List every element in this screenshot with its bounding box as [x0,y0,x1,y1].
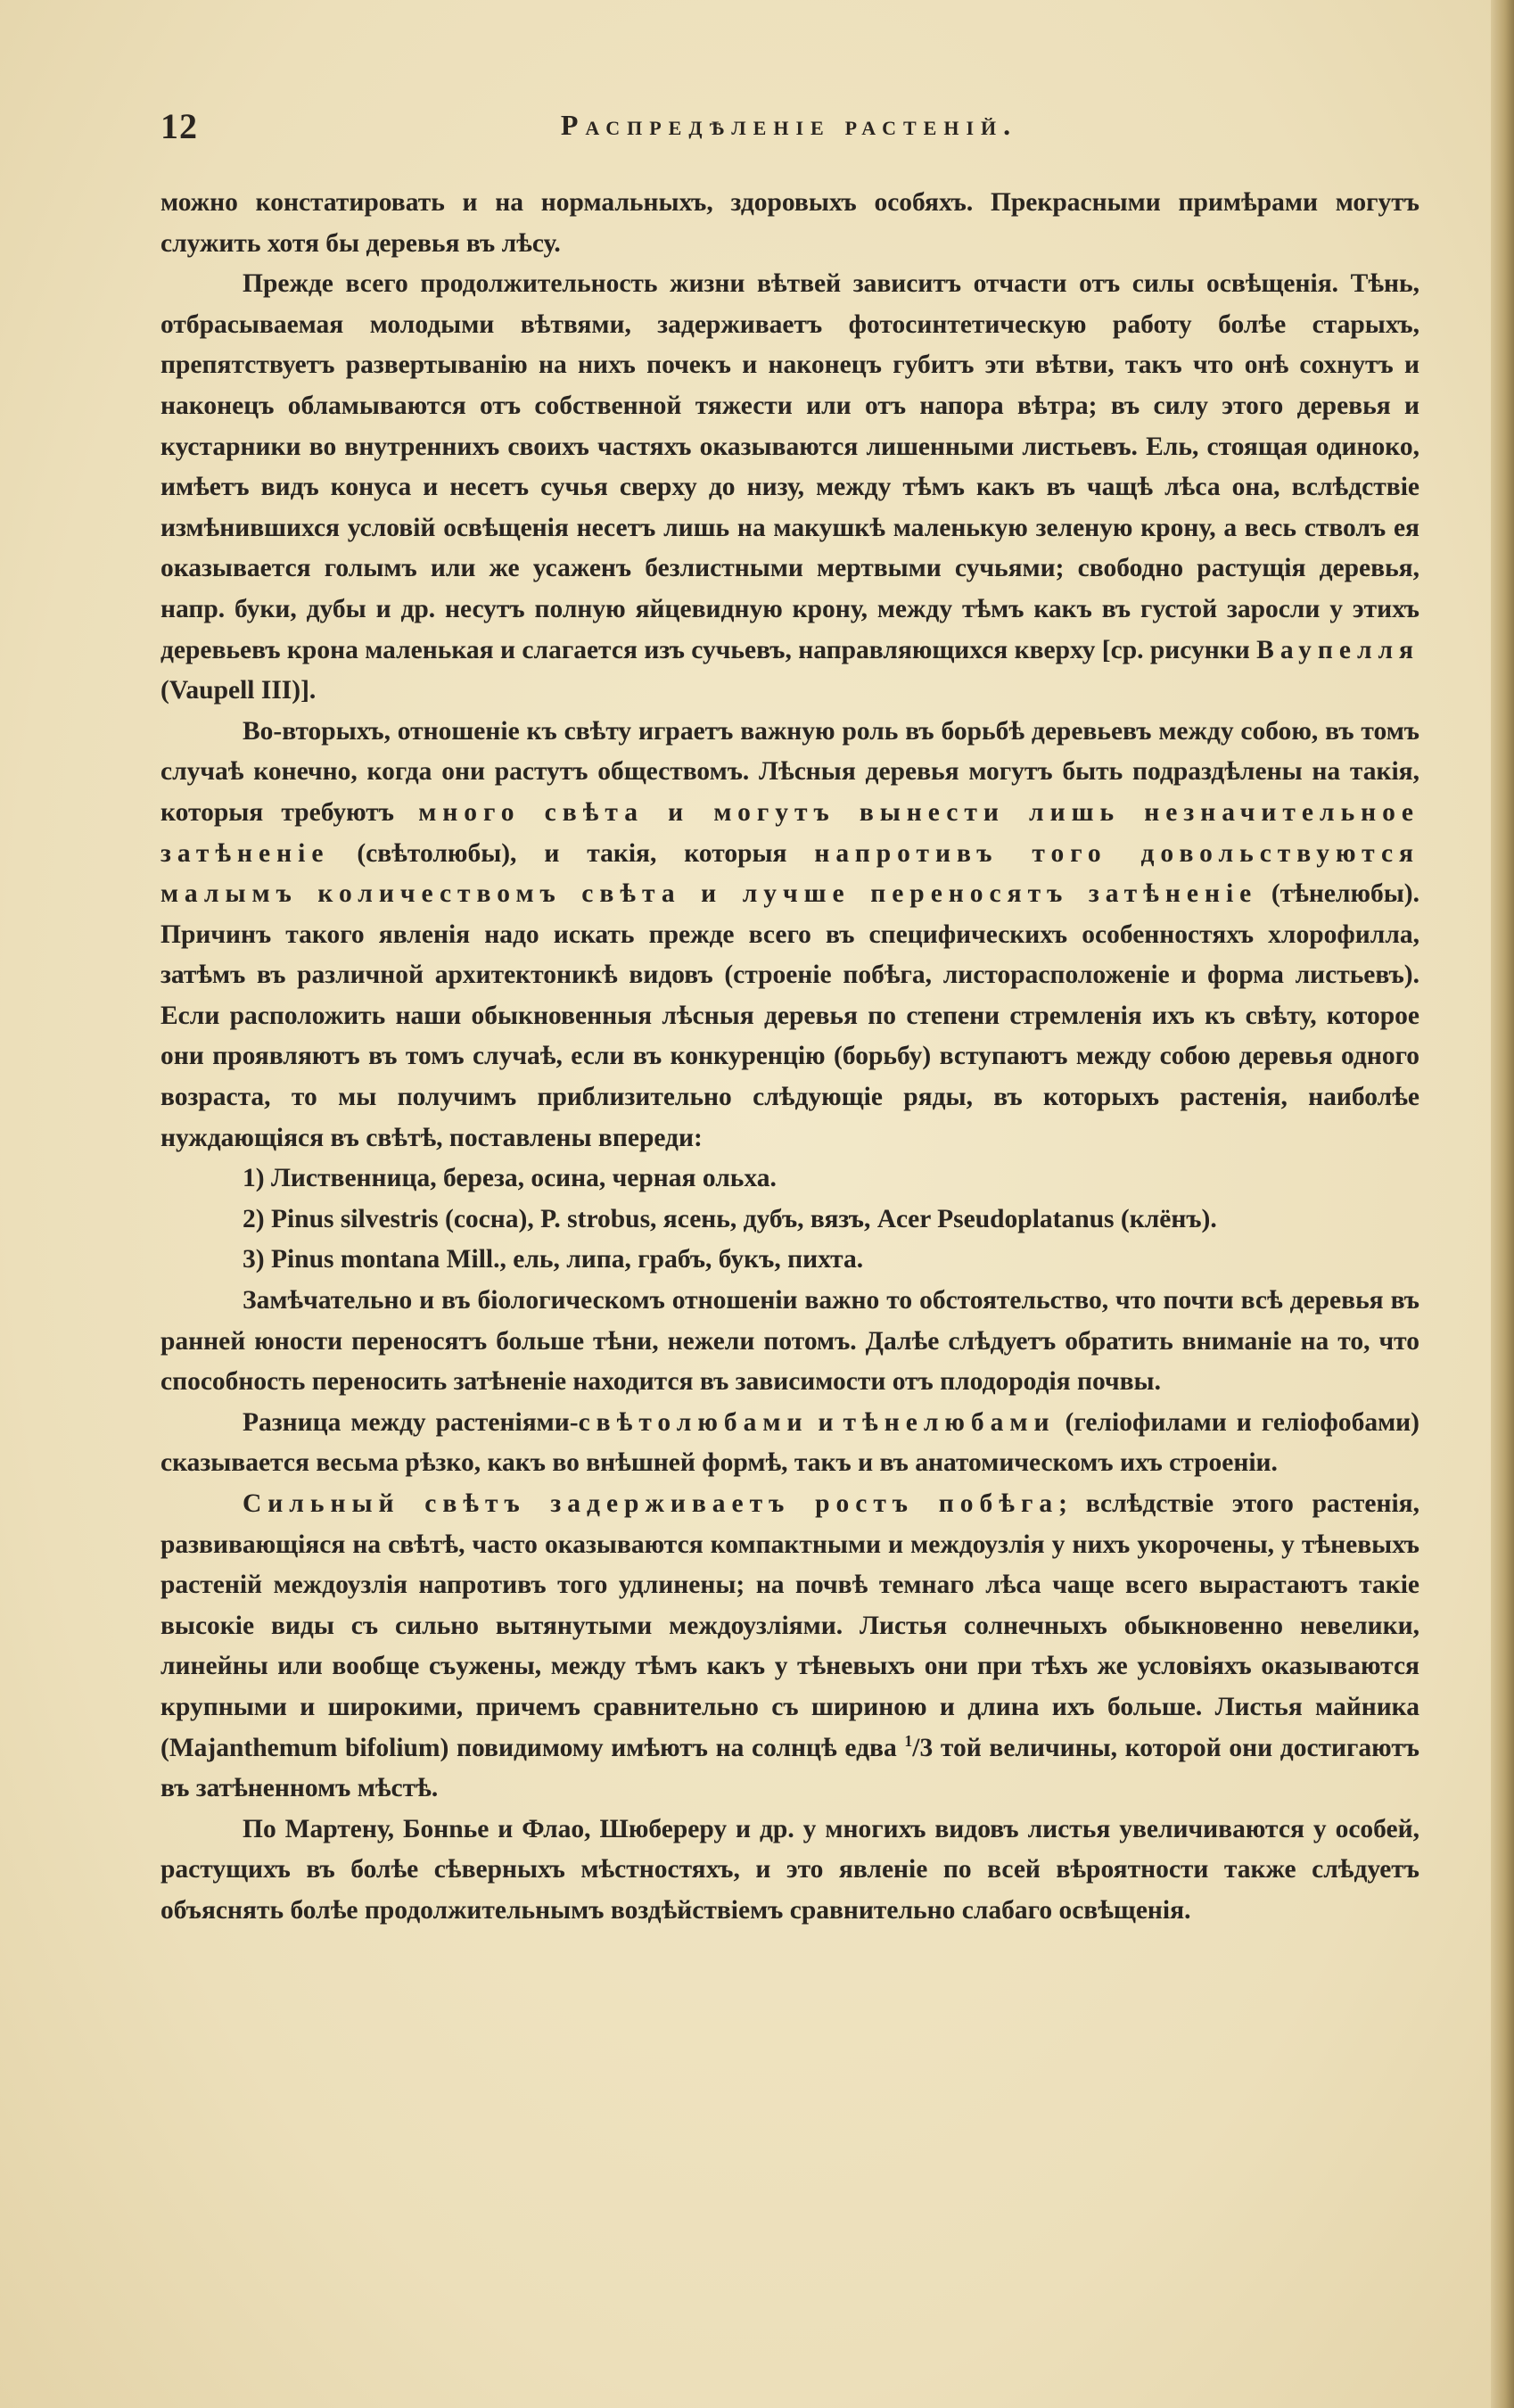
fraction-denominator: /3 [912,1733,934,1762]
paragraph-6-end: той величины, которой они достигаютъ въ затѣненномъ мѣстѣ. [160,1733,1420,1803]
fraction-numerator: 1 [904,1731,913,1750]
list-item-1: 1) Лиственница, береза, осина, черная ольха. [243,1164,777,1193]
list-item-2: 2) Pinus silvestris (сосна), P. strobus, ясень, дубъ, вязъ, Acer Pseudoplatanus (клёнъ). [243,1204,1217,1233]
list-item-3: 3) Pinus montana Mill., ель, липа, грабъ, букъ, пихта. [243,1245,864,1274]
paragraph-6 [160,1484,1419,1810]
term-shade-lovers: тѣнелюбами [843,1407,1056,1437]
term-light-lovers: свѣтолюбами [578,1407,809,1437]
page-header [160,105,1418,150]
paragraph-3-text: Во-вторыхъ, отношеніе къ свѣту играетъ важную роль въ борьбѣ деревьевъ между собою, въ томъ случаѣ конечно, когда они растутъ обществомъ. Лѣсныя деревья могутъ быть подраздѣлены на такія, которыя требуютъ [160,716,1419,827]
paragraph-1: можно констатировать и на нормальныхъ, здоровыхъ особяхъ. Прекрасными примѣрами могутъ служить хотя бы деревья въ лѣсу. [160,188,1419,258]
paragraph-5-text: Разница между растеніями- [243,1407,579,1437]
page-edge [1491,0,1514,2408]
latin-name: Majanthemum bifolium [169,1733,440,1762]
paragraph-3-mid: (свѣтолюбы), и такія, которыя [329,838,815,868]
paragraph-6-text: растенія, развивающіяся на свѣтѣ, часто оказываются компактными и междоузлія у нихъ укорочены, у тѣневыхъ растеній междоузлія напротивъ того удлинены; на почвѣ темнаго лѣса чаще всего вырастаютъ такіе высокіе виды съ сильно вытянутыми междоузліями. Листья солнечныхъ обыкновенно невелики, линейны или вообще съужены, между тѣмъ какъ у тѣневыхъ они при тѣхъ же условіяхъ оказываются крупными и широкими, причемъ сравнительно съ шириною и длина ихъ больше. Листья майника ( [160,1489,1419,1762]
paragraph-2-text: Прежде всего продолжительность жизни вѣтвей зависитъ отчасти отъ силы освѣщенія. Тѣнь, отбрасываемая молодыми вѣтвями, задерживаетъ фотосинтетическую работу болѣе старыхъ, препятствуетъ развертыванію на нихъ почекъ и наконецъ губитъ эти вѣтви, такъ что онѣ сохнутъ и наконецъ обламываются отъ собственной тяжести или отъ напора вѣтра; въ силу этого деревья и кустарники во внутреннихъ своихъ частяхъ оказываются лишенными листьевъ. Ель, стоящая одиноко, имѣетъ видъ конуса и несетъ сучья сверху до низу, между тѣмъ какъ въ чащѣ лѣса она, вслѣдствіе измѣнившихся условій освѣщенія несетъ лишь на макушкѣ маленькую зеленую крону, а весь стволъ ея оказывается голымъ или же усаженъ безлистными мертвыми сучьями; свободно растущія деревья, напр. буки, дубы и др. несутъ полную яйцевидную крону, между тѣмъ какъ въ густой заросли у этихъ деревьевъ крона маленькая и слагается изъ сучьевъ, направляющихся кверху [ср. рисунки [160,269,1419,664]
paragraph-2 [160,264,1419,712]
running-title: Распредѣленіе растеній. [560,109,1018,141]
paragraph-3-rest: (тѣнелюбы). Причинъ такого явленія надо искать прежде всего въ специфическихъ особенностяхъ хлорофилла, затѣмъ въ различной архитектоникѣ видовъ (строеніе побѣга, листорасположеніе и форма листьевъ). Если расположить наши обыкновенныя лѣсныя деревья по степени стремленія ихъ къ свѣту, которое они проявляютъ въ томъ случаѣ, если въ конкуренцію (борьбу) вступаютъ между собою деревья одного возраста, то мы получимъ приблизительно слѣдующіе ряды, въ которыхъ растенія, наиболѣе нуждающіяся въ свѣтѣ, поставлены впереди: [160,879,1420,1152]
paragraph-7: По Мартену, Бонnье и Флао, Шюбереру и др. у многихъ видовъ листья увеличиваются у особей, растущихъ въ болѣе сѣверныхъ мѣстностяхъ, и это явленіе по всей вѣроятности также слѣдуетъ объяснять болѣе продолжительнымъ воздѣйствіемъ сравнительно слабаго освѣщенія. [160,1814,1419,1925]
page-number: 12 [160,106,198,146]
paragraph-6-after: ; вслѣдствіе этого [1058,1489,1312,1518]
paragraph-5 [160,1403,1419,1484]
paragraph-4: Замѣчательно и въ біологическомъ отношеніи важно то обстоятельство, что почти всѣ деревья въ ранней юности переносятъ больше тѣни, нежели потомъ. Далѣе слѣдуетъ обратить вниманіе на то, что способность переносить затѣненіе находится въ зависимости отъ плодородія почвы. [160,1286,1419,1397]
paragraph-6-mid: ) повидимому имѣютъ на солнцѣ едва [440,1733,905,1762]
citation: (Vaupell III)]. [160,676,317,705]
body-text [160,183,1419,1932]
emphasis-shade-tolerant: напротивъ того довольствуются малымъ количествомъ свѣта и лучше переносятъ затѣненіе [160,838,1420,909]
emphasis-light-loving: много свѣта и могутъ вынести лишь незначительное затѣненіе [160,797,1420,868]
emphasis-strong-light: Сильный свѣтъ задерживаетъ ростъ побѣга [243,1489,1059,1518]
paragraph-5-rest: (геліофилами и геліофобами) сказывается весьма рѣзко, какъ во внѣшней формѣ, такъ и въ анатомическомъ ихъ строеніи. [160,1407,1420,1478]
paragraph-3 [160,712,1419,1159]
author-name: Ваупелля [1256,635,1420,664]
paragraph-5-mid: и [808,1407,843,1437]
